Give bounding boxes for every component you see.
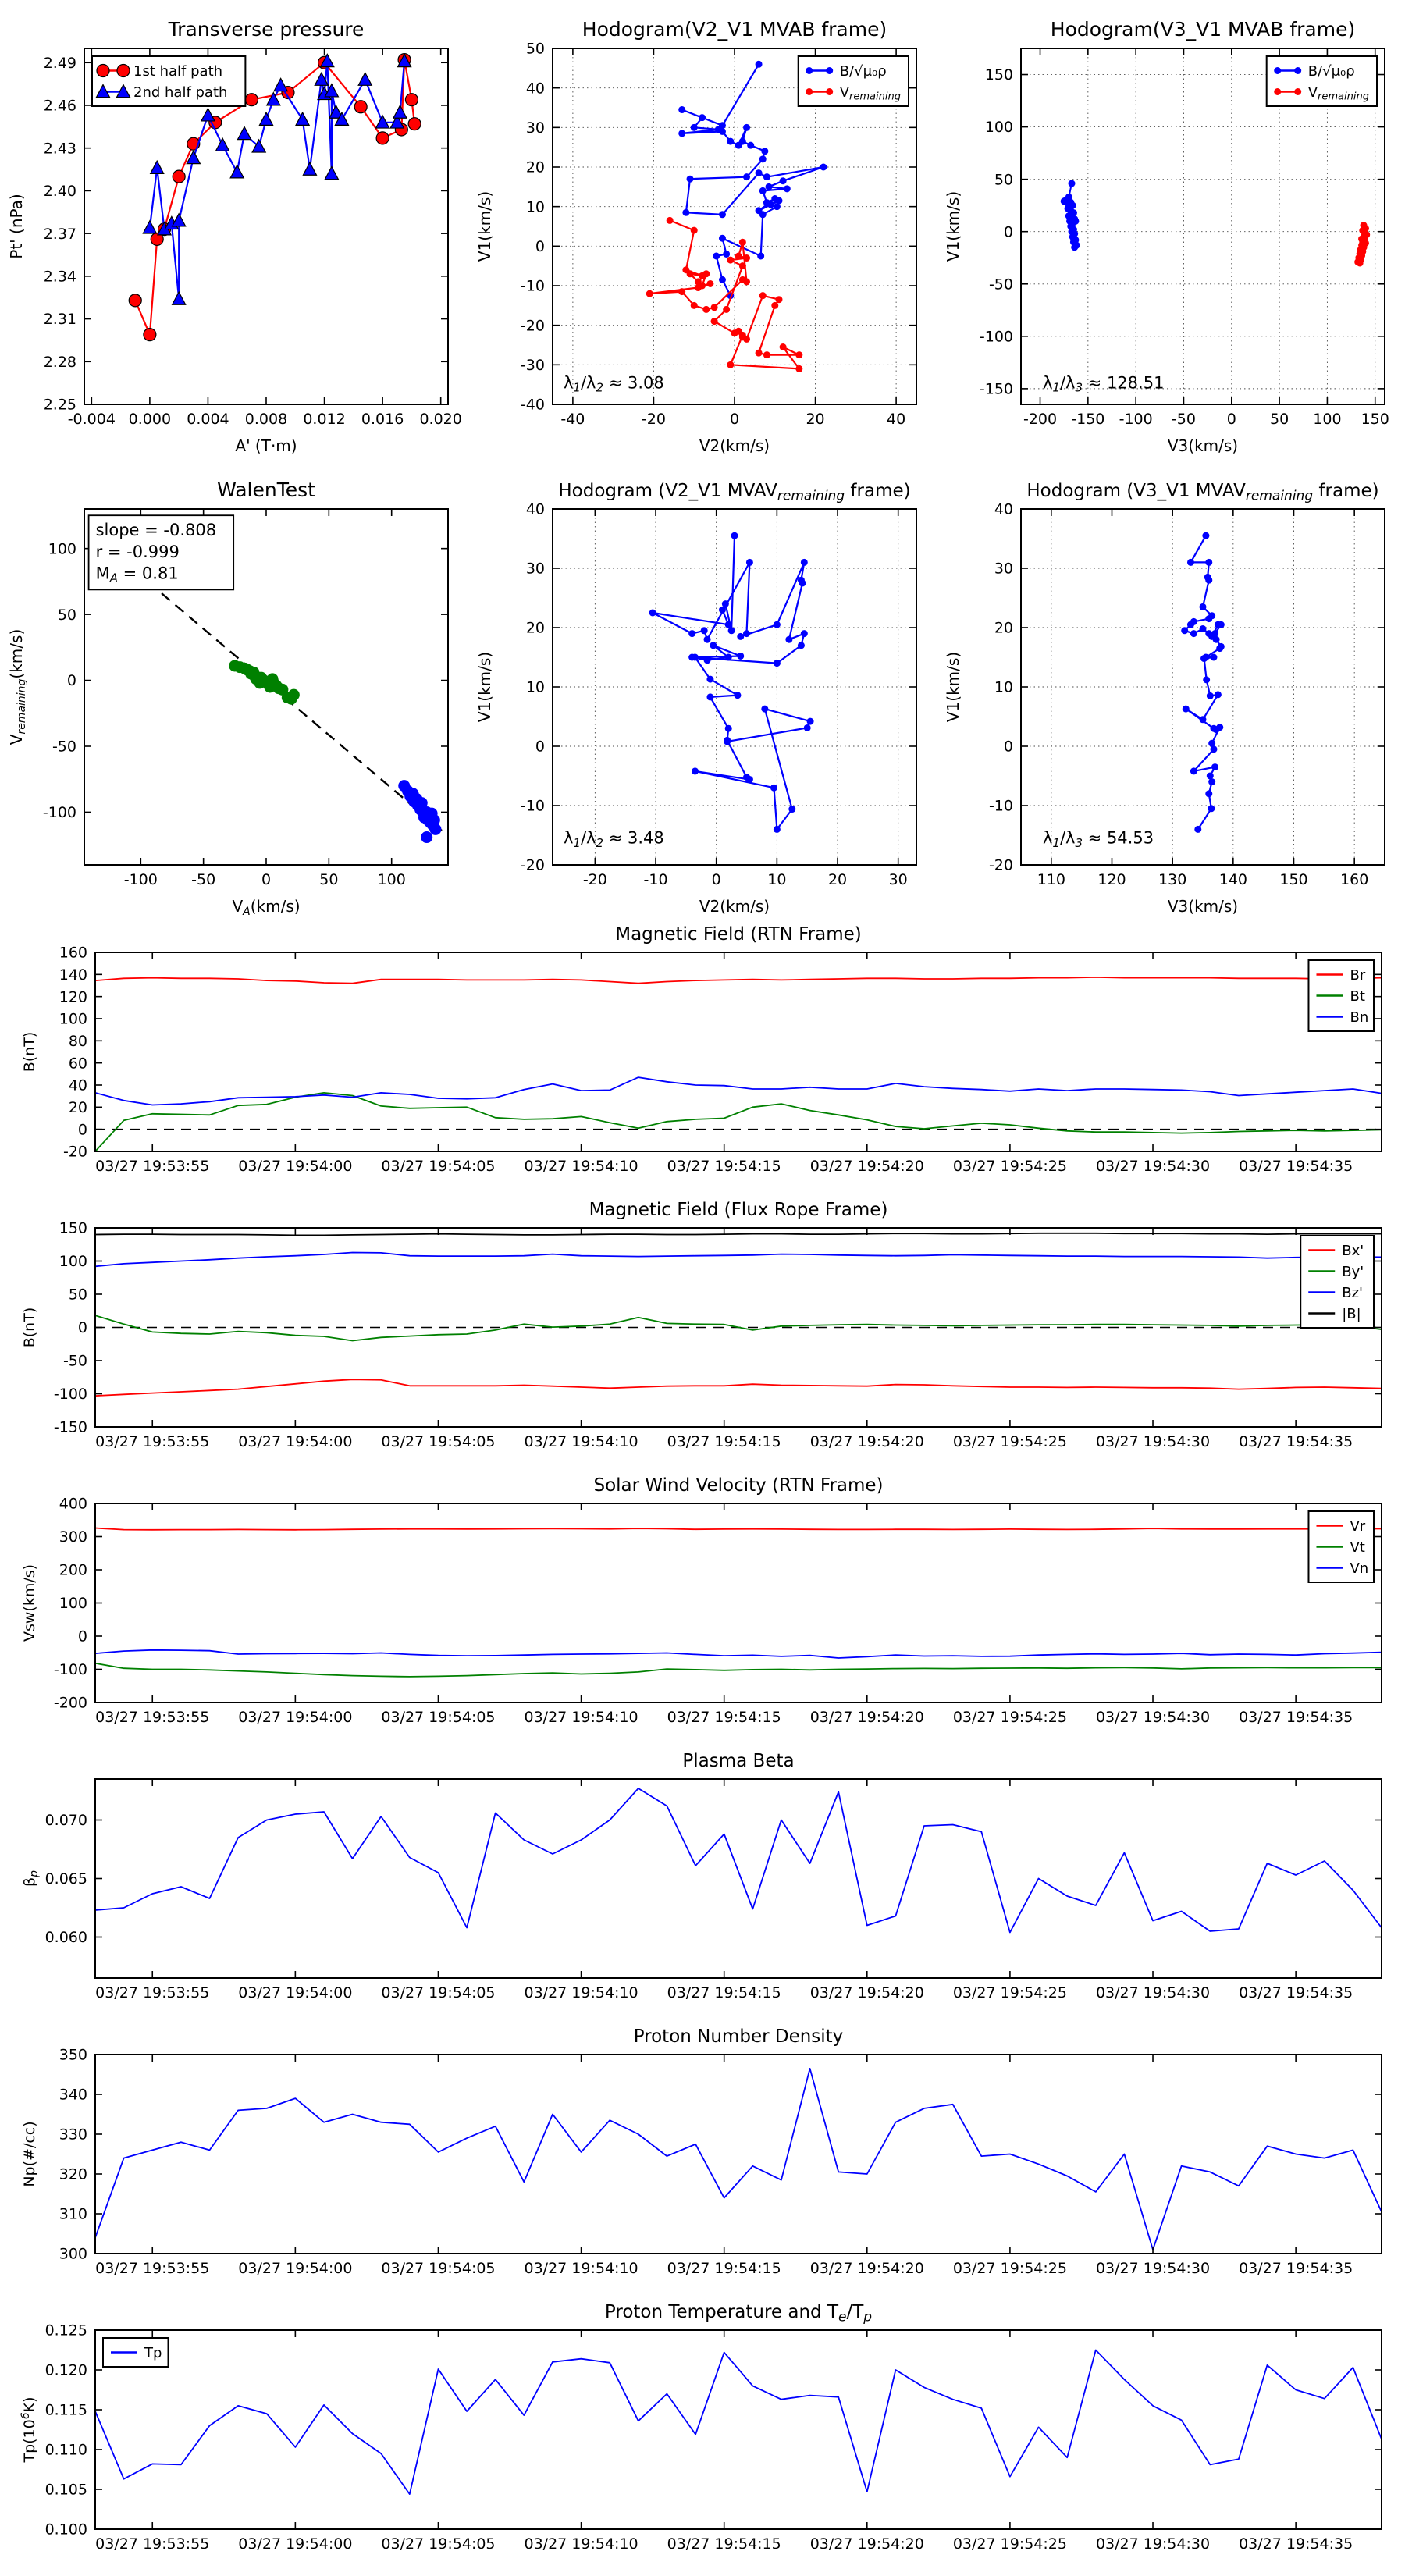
chart-transverse-pressure [0,0,468,461]
transverse-pressure-xlabel: A' (T·m) [235,436,297,455]
plasma-beta-xtick: 03/27 19:54:05 [381,1984,496,2001]
walen-test-ytick: -50 [52,738,76,756]
hodogram-v3v1-mvab-xtick: 150 [1361,411,1389,428]
proton-number-density-xtick: 03/27 19:54:15 [667,2260,781,2277]
proton-number-density-ytick: 340 [59,2086,87,2104]
transverse-pressure-ytick: 2.40 [43,183,76,201]
magnetic-field-flux-rope-title: Magnetic Field (Flux Rope Frame) [589,1200,888,1220]
plasma-beta-series-beta-p [95,1788,1382,1933]
hodogram-v2v1-mvav-ytick: -20 [520,856,545,874]
walen-test-xtick: 50 [319,871,339,888]
hodogram-v3v1-mvab-xtick: 50 [1270,411,1289,428]
hodogram-v3v1-mvav-annotation: $\lambda_1/\lambda_3 \approx 54.53$ [1042,828,1154,850]
proton-number-density-xtick: 03/27 19:54:25 [952,2260,1067,2277]
magnetic-field-flux-rope-ytick: 150 [59,1219,87,1237]
solar-wind-velocity-title: Solar Wind Velocity (RTN Frame) [593,1475,884,1496]
solar-wind-velocity-svg [0,1472,1405,1748]
plasma-beta-xtick: 03/27 19:54:15 [667,1984,781,2001]
solar-wind-velocity-ytick: 100 [59,1595,87,1613]
solar-wind-velocity-xtick: 03/27 19:54:15 [667,1709,781,1726]
magnetic-field-rtn-legend-label: Bn [1350,1009,1369,1026]
transverse-pressure-xtick: 0.012 [303,411,346,428]
hodogram-v2v1-mvav-ytick: 30 [525,560,545,578]
proton-number-density-xtick: 03/27 19:54:20 [809,2260,924,2277]
hodogram-v2v1-mvab-ytick: 30 [525,119,545,137]
magnetic-field-rtn-ytick: 40 [68,1076,87,1094]
solar-wind-velocity-xtick: 03/27 19:54:00 [238,1709,353,1726]
hodogram-v3v1-mvav-xtick: 110 [1037,871,1065,888]
proton-number-density-ytick: 350 [59,2046,87,2064]
magnetic-field-rtn-ytick: 140 [59,966,87,984]
solar-wind-velocity-ytick: 400 [59,1495,87,1513]
hodogram-v2v1-mvab-ytick: 10 [525,198,545,216]
magnetic-field-flux-rope-xtick: 03/27 19:54:15 [667,1433,781,1450]
magnetic-field-rtn-xtick: 03/27 19:54:10 [524,1158,638,1175]
walen-test-ylabel: $V_{remaining}(km/s)$ [7,628,28,745]
plasma-beta-xtick: 03/27 19:54:00 [238,1984,353,2001]
transverse-pressure-ytick: 2.31 [43,311,76,329]
hodogram-v2v1-mvab-ytick: -20 [520,317,545,335]
hodogram-v3v1-mvav-xtick: 130 [1158,871,1187,888]
walen-test-xtick: 0 [261,871,272,888]
hodogram-v3v1-mvav-series-v-path [1185,535,1222,829]
transverse-pressure-ytick: 2.25 [43,396,76,414]
hodogram-v3v1-mvav-ytick: 10 [994,678,1013,696]
proton-temperature-ytick: 0.120 [44,2361,87,2379]
proton-number-density-ytick: 310 [59,2205,87,2223]
magnetic-field-flux-rope-legend-label: Bx' [1342,1242,1364,1259]
transverse-pressure-ytick: 2.28 [43,353,76,371]
proton-temperature-xtick: 03/27 19:54:10 [524,2535,638,2553]
proton-number-density-xtick: 03/27 19:54:10 [524,2260,638,2277]
hodogram-v2v1-mvab-xlabel: V2(km/s) [699,436,770,455]
walen-test-annotation: slope = -0.808 [95,521,217,540]
magnetic-field-rtn-xtick: 03/27 19:54:20 [809,1158,924,1175]
plasma-beta-xtick: 03/27 19:54:20 [809,1984,924,2001]
plasma-beta-xtick: 03/27 19:54:30 [1095,1984,1211,2001]
magnetic-field-rtn-svg [0,921,1405,1197]
hodogram-v2v1-mvav-xtick: -20 [582,871,607,888]
solar-wind-velocity-xtick: 03/27 19:54:30 [1095,1709,1211,1726]
magnetic-field-flux-rope-ytick: -100 [53,1386,87,1404]
magnetic-field-rtn-ytick: 160 [59,944,87,962]
magnetic-field-flux-rope-ytick: -150 [53,1418,87,1436]
magnetic-field-rtn-ytick: 0 [77,1121,87,1139]
hodogram-v3v1-mvab-ytick: -50 [988,276,1013,294]
hodogram-v2v1-mvab-ytick: -10 [520,277,545,295]
plasma-beta-xtick: 03/27 19:53:55 [95,1984,210,2001]
magnetic-field-flux-rope-ytick: -50 [62,1352,87,1370]
magnetic-field-rtn-legend-label: Br [1350,966,1366,984]
transverse-pressure-ytick: 2.34 [43,268,76,286]
transverse-pressure-ytick: 2.37 [43,225,76,243]
proton-number-density-xtick: 03/27 19:54:30 [1095,2260,1211,2277]
solar-wind-velocity-ytick: 300 [59,1528,87,1546]
proton-number-density-xtick: 03/27 19:53:55 [95,2260,210,2277]
hodogram-v2v1-mvav-xtick: 30 [888,871,908,888]
hodogram-v3v1-mvav-xtick: 160 [1340,871,1369,888]
hodogram-v2v1-mvab-xtick: 40 [887,411,906,428]
hodogram-v3v1-mvab-title: Hodogram(V3_V1 MVAB frame) [1050,18,1356,41]
proton-temperature-ylabel: $Tp(10^6K)$ [19,2396,38,2463]
magnetic-field-rtn-series-bt [95,1093,1382,1151]
magnetic-field-flux-rope-xtick: 03/27 19:54:30 [1095,1433,1211,1450]
transverse-pressure-legend-label: 2nd half path [133,84,228,101]
panel-proton-number-density [0,2023,1405,2299]
walen-test-ytick: -100 [42,804,76,822]
chart-hodogram-v2v1-mvab [468,0,937,461]
magnetic-field-flux-rope-series--b- [95,1233,1382,1236]
walen-test-annotation: $M_A = 0.81$ [95,564,179,585]
hodogram-v3v1-mvab-xtick: -100 [1119,411,1153,428]
proton-temperature-series-tp [95,2350,1382,2495]
transverse-pressure-xtick: 0.000 [128,411,172,428]
hodogram-v2v1-mvav-series-v-path [653,535,810,829]
proton-temperature-svg [0,2299,1405,2574]
hodogram-v2v1-mvav-ytick: 40 [525,500,545,518]
walen-test-xtick: 100 [377,871,406,888]
magnetic-field-rtn-title: Magnetic Field (RTN Frame) [615,924,862,945]
proton-number-density-ylabel: Np(#/cc) [21,2121,38,2187]
chart-hodogram-v3v1-mvav [937,461,1405,921]
hodogram-v2v1-mvab-annotation: $\lambda_1/\lambda_2 \approx 3.08$ [563,373,664,395]
walen-test-ytick: 0 [66,672,76,690]
hodogram-v3v1-mvab-legend-label: B/√μ₀ρ [1307,62,1355,80]
hodogram-v3v1-mvab-xlabel: V3(km/s) [1167,436,1239,455]
plasma-beta-xtick: 03/27 19:54:25 [952,1984,1067,2001]
walen-test-svg [0,461,468,921]
hodogram-v2v1-mvab-ytick: -40 [520,396,545,414]
magnetic-field-rtn-ytick: 20 [68,1098,87,1116]
magnetic-field-rtn-xtick: 03/27 19:53:55 [95,1158,210,1175]
proton-temperature-xtick: 03/27 19:54:05 [381,2535,496,2553]
solar-wind-velocity-legend-label: Vt [1350,1539,1365,1556]
solar-wind-velocity-xtick: 03/27 19:54:25 [952,1709,1067,1726]
transverse-pressure-ytick: 2.49 [43,54,76,72]
hodogram-v3v1-mvab-ytick: -150 [979,380,1013,398]
transverse-pressure-ytick: 2.46 [43,97,76,115]
proton-number-density-ytick: 320 [59,2165,87,2183]
hodogram-v3v1-mvab-svg [937,0,1405,461]
proton-number-density-svg [0,2023,1405,2299]
magnetic-field-flux-rope-xtick: 03/27 19:54:20 [809,1433,924,1450]
magnetic-field-rtn-ytick: 120 [59,988,87,1006]
walen-test-xtick: -100 [123,871,158,888]
magnetic-field-flux-rope-ytick: 50 [68,1286,87,1304]
magnetic-field-rtn-series-bn [95,1077,1382,1105]
hodogram-v3v1-mvav-ytick: 30 [994,560,1013,578]
hodogram-v3v1-mvab-ytick: 50 [994,171,1013,189]
plasma-beta-ytick: 0.065 [44,1870,87,1888]
magnetic-field-rtn-ytick: 100 [59,1010,87,1028]
proton-temperature-ytick: 0.115 [44,2401,87,2419]
hodogram-v3v1-mvav-xtick: 150 [1279,871,1308,888]
proton-temperature-xtick: 03/27 19:54:00 [238,2535,353,2553]
hodogram-v2v1-mvab-ytick: 40 [525,80,545,98]
transverse-pressure-xtick: 0.020 [419,411,462,428]
proton-number-density-title: Proton Number Density [633,2026,844,2047]
hodogram-v3v1-mvab-xtick: -200 [1023,411,1058,428]
transverse-pressure-ytick: 2.43 [43,140,76,158]
hodogram-v3v1-mvav-xlabel: V3(km/s) [1167,897,1239,916]
plasma-beta-xtick: 03/27 19:54:10 [524,1984,638,2001]
hodogram-v3v1-mvav-ytick: 0 [1003,738,1013,756]
magnetic-field-rtn-ytick: -20 [62,1143,87,1161]
hodogram-v2v1-mvav-annotation: $\lambda_1/\lambda_2 \approx 3.48$ [563,828,664,850]
solar-wind-velocity-ytick: -200 [53,1694,87,1712]
proton-temperature-ytick: 0.100 [44,2521,87,2539]
hodogram-v3v1-mvav-ytick: -20 [988,856,1013,874]
hodogram-v2v1-mvav-xtick: 20 [827,871,848,888]
hodogram-v2v1-mvav-svg [468,461,937,921]
hodogram-v2v1-mvav-xlabel: V2(km/s) [699,897,770,916]
magnetic-field-flux-rope-ytick: 100 [59,1253,87,1271]
solar-wind-velocity-xtick: 03/27 19:54:05 [381,1709,496,1726]
solar-wind-velocity-ytick: -100 [53,1661,87,1679]
transverse-pressure-legend-label: 1st half path [133,62,223,80]
hodogram-v3v1-mvab-legend-label: $V_{remaining}$ [1307,84,1369,103]
panel-proton-temperature [0,2299,1405,2574]
magnetic-field-rtn-xtick: 03/27 19:54:30 [1095,1158,1211,1175]
proton-temperature-xtick: 03/27 19:54:25 [952,2535,1067,2553]
plasma-beta-title: Plasma Beta [682,1751,795,1771]
proton-temperature-legend-label: Tp [144,2344,162,2361]
proton-temperature-xtick: 03/27 19:54:20 [809,2535,924,2553]
transverse-pressure-svg [0,0,468,461]
solar-wind-velocity-ytick: 200 [59,1561,87,1579]
hodogram-v3v1-mvav-title: Hodogram (V3_V1 $MVAV_{remaining}$ frame) [1026,481,1379,504]
hodogram-v3v1-mvab-ytick: -100 [979,328,1013,346]
magnetic-field-rtn-legend-label: Bt [1350,987,1365,1005]
proton-temperature-ytick: 0.105 [44,2481,87,2499]
transverse-pressure-xtick: -0.004 [67,411,116,428]
solar-wind-velocity-xtick: 03/27 19:53:55 [95,1709,210,1726]
proton-temperature-ytick: 0.125 [44,2322,87,2339]
plasma-beta-ylabel: $\beta_p$ [21,1870,41,1888]
solar-wind-velocity-xtick: 03/27 19:54:10 [524,1709,638,1726]
proton-temperature-xtick: 03/27 19:53:55 [95,2535,210,2553]
hodogram-v3v1-mvab-xtick: 0 [1226,411,1236,428]
magnetic-field-flux-rope-legend-label: |B| [1342,1305,1361,1322]
hodogram-v3v1-mvav-ytick: 20 [994,619,1013,637]
hodogram-v2v1-mvab-ytick: -30 [520,356,545,374]
hodogram-v2v1-mvab-ytick: 0 [535,237,545,255]
hodogram-v2v1-mvab-svg [468,0,937,461]
hodogram-v2v1-mvab-xtick: 20 [806,411,825,428]
magnetic-field-rtn-ytick: 80 [68,1032,87,1050]
hodogram-v3v1-mvav-xtick: 120 [1097,871,1126,888]
proton-number-density-xtick: 03/27 19:54:00 [238,2260,353,2277]
hodogram-v3v1-mvav-xtick: 140 [1218,871,1247,888]
magnetic-field-rtn-series-br [95,977,1382,984]
solar-wind-velocity-series-vt [95,1663,1382,1677]
hodogram-v3v1-mvav-ytick: 40 [994,500,1013,518]
proton-number-density-ytick: 300 [59,2245,87,2263]
plasma-beta-ytick: 0.060 [44,1929,87,1947]
transverse-pressure-xtick: 0.004 [187,411,229,428]
hodogram-v2v1-mvav-ylabel: V1(km/s) [475,651,494,723]
hodogram-v2v1-mvav-xtick: 0 [711,871,721,888]
top-chart-grid [0,0,1405,921]
magnetic-field-rtn-xtick: 03/27 19:54:00 [238,1158,353,1175]
hodogram-v3v1-mvab-annotation: $\lambda_1/\lambda_3 \approx 128.51$ [1042,373,1165,395]
proton-temperature-title: Proton Temperature and $T_e/T_p$ [604,2302,873,2325]
plasma-beta-xtick: 03/27 19:54:35 [1239,1984,1353,2001]
panel-plasma-beta [0,1748,1405,2023]
hodogram-v2v1-mvab-legend-label: $V_{remaining}$ [839,84,901,103]
panel-magnetic-field-flux-rope [0,1197,1405,1472]
hodogram-v3v1-mvav-ylabel: V1(km/s) [944,651,962,723]
proton-temperature-xtick: 03/27 19:54:30 [1095,2535,1211,2553]
hodogram-v3v1-mvab-xtick: -50 [1171,411,1196,428]
magnetic-field-rtn-xtick: 03/27 19:54:25 [952,1158,1067,1175]
proton-temperature-xtick: 03/27 19:54:15 [667,2535,781,2553]
solar-wind-velocity-xtick: 03/27 19:54:20 [809,1709,924,1726]
proton-temperature-xtick: 03/27 19:54:35 [1239,2535,1353,2553]
transverse-pressure-title: Transverse pressure [168,18,365,41]
solar-wind-velocity-legend-label: Vr [1350,1517,1366,1535]
hodogram-v3v1-mvab-ytick: 150 [984,66,1013,84]
hodogram-v2v1-mvab-legend-label: B/√μ₀ρ [839,62,887,80]
hodogram-v2v1-mvab-ytick: 20 [525,158,545,176]
hodogram-v2v1-mvav-ytick: 20 [525,619,545,637]
walen-test-title: WalenTest [217,479,315,501]
hodogram-v2v1-mvab-ytick: 50 [525,40,545,58]
magnetic-field-flux-rope-legend-label: By' [1342,1263,1364,1280]
proton-temperature-ytick: 0.110 [44,2441,87,2459]
hodogram-v3v1-mvab-ytick: 0 [1003,223,1013,241]
hodogram-v2v1-mvav-title: Hodogram (V2_V1 $MVAV_{remaining}$ frame) [558,481,911,504]
panel-solar-wind-velocity [0,1472,1405,1748]
magnetic-field-flux-rope-legend-label: Bz' [1342,1284,1363,1301]
hodogram-v2v1-mvab-title: Hodogram(V2_V1 MVAB frame) [582,18,887,41]
solar-wind-velocity-series-vn [95,1650,1382,1658]
walen-test-xlabel: $V_A(km/s)$ [232,897,301,918]
chart-walen-test [0,461,468,921]
walen-test-ytick: 50 [57,606,76,624]
plasma-beta-svg [0,1748,1405,2023]
transverse-pressure-xtick: 0.008 [244,411,288,428]
proton-number-density-xtick: 03/27 19:54:05 [381,2260,496,2277]
magnetic-field-flux-rope-ytick: 0 [77,1319,87,1337]
magnetic-field-flux-rope-ylabel: B(nT) [21,1307,38,1348]
hodogram-v2v1-mvab-xtick: 0 [729,411,740,428]
magnetic-field-flux-rope-xtick: 03/27 19:54:00 [238,1433,353,1450]
magnetic-field-rtn-xtick: 03/27 19:54:15 [667,1158,781,1175]
magnetic-field-flux-rope-series-bx- [95,1379,1382,1396]
solar-wind-velocity-legend-label: Vn [1350,1560,1369,1577]
solar-wind-velocity-ylabel: Vsw(km/s) [21,1564,38,1642]
hodogram-v2v1-mvav-ytick: -10 [520,797,545,815]
hodogram-v3v1-mvab-ytick: 100 [984,119,1013,137]
hodogram-v2v1-mvab-xtick: -20 [641,411,666,428]
magnetic-field-flux-rope-series-by- [95,1315,1382,1340]
magnetic-field-flux-rope-xtick: 03/27 19:54:35 [1239,1433,1353,1450]
panel-magnetic-field-rtn [0,921,1405,1197]
hodogram-v2v1-mvav-xtick: -10 [643,871,668,888]
hodogram-v2v1-mvab-ylabel: V1(km/s) [475,190,494,262]
magnetic-field-flux-rope-xtick: 03/27 19:53:55 [95,1433,210,1450]
hodogram-v3v1-mvab-ylabel: V1(km/s) [944,190,962,262]
magnetic-field-flux-rope-xtick: 03/27 19:54:25 [952,1433,1067,1450]
magnetic-field-flux-rope-series-bz- [95,1253,1382,1267]
walen-test-xtick: -50 [191,871,216,888]
walen-test-ytick: 100 [48,540,76,558]
solar-wind-velocity-series-vr [95,1528,1382,1530]
walen-test-annotation: r = -0.999 [95,542,180,561]
magnetic-field-flux-rope-svg [0,1197,1405,1472]
hodogram-v2v1-mvav-ytick: 0 [535,738,545,756]
hodogram-v2v1-mvav-ytick: 10 [525,678,545,696]
magnetic-field-rtn-ylabel: B(nT) [21,1031,38,1073]
magnetic-field-rtn-ytick: 60 [68,1055,87,1073]
magnetic-field-rtn-xtick: 03/27 19:54:05 [381,1158,496,1175]
hodogram-v3v1-mvab-xtick: 100 [1313,411,1342,428]
solar-wind-velocity-ytick: 0 [77,1628,87,1646]
chart-hodogram-v2v1-mvav [468,461,937,921]
solar-wind-velocity-xtick: 03/27 19:54:35 [1239,1709,1353,1726]
proton-number-density-xtick: 03/27 19:54:35 [1239,2260,1353,2277]
proton-number-density-series-np [95,2069,1382,2250]
hodogram-v3v1-mvav-ytick: -10 [988,797,1013,815]
hodogram-v3v1-mvab-xtick: -150 [1071,411,1105,428]
transverse-pressure-ylabel: Pt' (nPa) [7,194,26,259]
magnetic-field-rtn-xtick: 03/27 19:54:35 [1239,1158,1353,1175]
hodogram-v3v1-mvav-svg [937,461,1405,921]
proton-number-density-ytick: 330 [59,2126,87,2144]
hodogram-v2v1-mvab-xtick: -40 [560,411,585,428]
magnetic-field-flux-rope-xtick: 03/27 19:54:05 [381,1433,496,1450]
transverse-pressure-xtick: 0.016 [361,411,404,428]
plasma-beta-ytick: 0.070 [44,1812,87,1830]
magnetic-field-flux-rope-xtick: 03/27 19:54:10 [524,1433,638,1450]
hodogram-v2v1-mvav-xtick: 10 [767,871,787,888]
chart-hodogram-v3v1-mvab [937,0,1405,461]
